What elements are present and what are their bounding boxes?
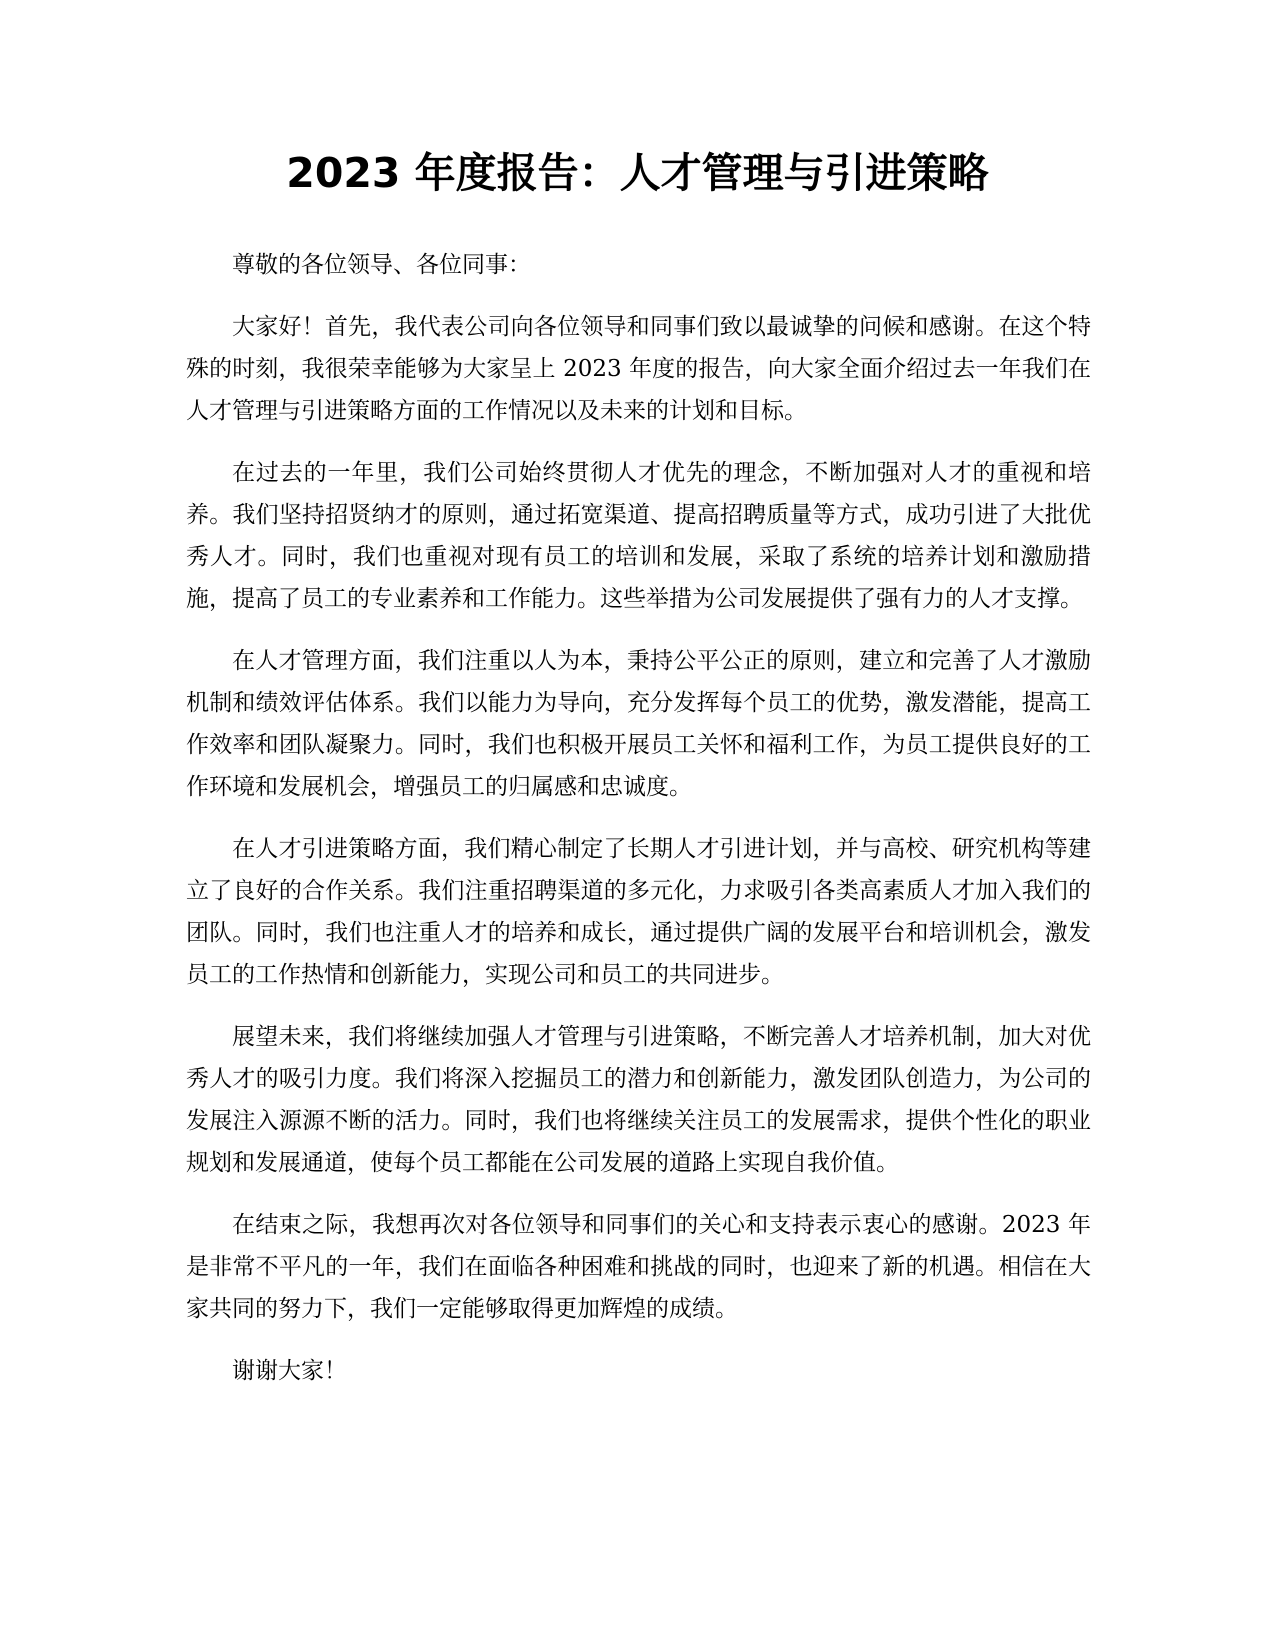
paragraph-talent-recruitment: 在人才引进策略方面，我们精心制定了长期人才引进计划，并与高校、研究机构等建立了良好的合作关系。我们注重招聘渠道的多元化，力求吸引各类高素质人才加入我们的团队。同时，我们也注重人才的培养和成长，通过提供广阔的发展平台和培训机会，激发员工的工作热情和创新能力，实现公司和员工的共同进步。 [186,836,1091,988]
document-title: 2023 年度报告：人才管理与引进策略 [286,149,989,197]
paragraph-outlook: 展望未来，我们将继续加强人才管理与引进策略，不断完善人才培养机制，加大对优秀人才的吸引力度。我们将深入挖掘员工的潜力和创新能力，激发团队创造力，为公司的发展注入源源不断的活力。同时，我们也将继续关注员工的发展需求，提供个性化的职业规划和发展通道，使每个员工都能在公司发展的道路上实现自我价值。 [186,1024,1091,1176]
paragraph-talent-management: 在人才管理方面，我们注重以人为本，秉持公平公正的原则，建立和完善了人才激励机制和绩效评估体系。我们以能力为导向，充分发挥每个员工的优势，激发潜能，提高工作效率和团队凝聚力。同时，我们也积极开展员工关怀和福利工作，为员工提供良好的工作环境和发展机会，增强员工的归属感和忠诚度。 [186,648,1091,800]
paragraph-opening: 大家好！首先，我代表公司向各位领导和同事们致以最诚挚的问候和感谢。在这个特殊的时刻，我很荣幸能够为大家呈上 2023 年度的报告，向大家全面介绍过去一年我们在人才管理与引进策略方面的工作情况以及未来的计划和目标。 [186,314,1091,424]
closing-thanks: 谢谢大家！ [232,1358,347,1384]
paragraph-past-year: 在过去的一年里，我们公司始终贯彻人才优先的理念，不断加强对人才的重视和培养。我们坚持招贤纳才的原则，通过拓宽渠道、提高招聘质量等方式，成功引进了大批优秀人才。同时，我们也重视对现有员工的培训和发展，采取了系统的培养计划和激励措施，提高了员工的专业素养和工作能力。这些举措为公司发展提供了强有力的人才支撑。 [186,460,1091,612]
paragraph-conclusion: 在结束之际，我想再次对各位领导和同事们的关心和支持表示衷心的感谢。2023 年是非常不平凡的一年，我们在面临各种困难和挑战的同时，也迎来了新的机遇。相信在大家共同的努力下，我们一定能够取得更加辉煌的成绩。 [186,1212,1091,1322]
document-body [186,244,1091,1412]
salutation: 尊敬的各位领导、各位同事： [232,252,531,278]
